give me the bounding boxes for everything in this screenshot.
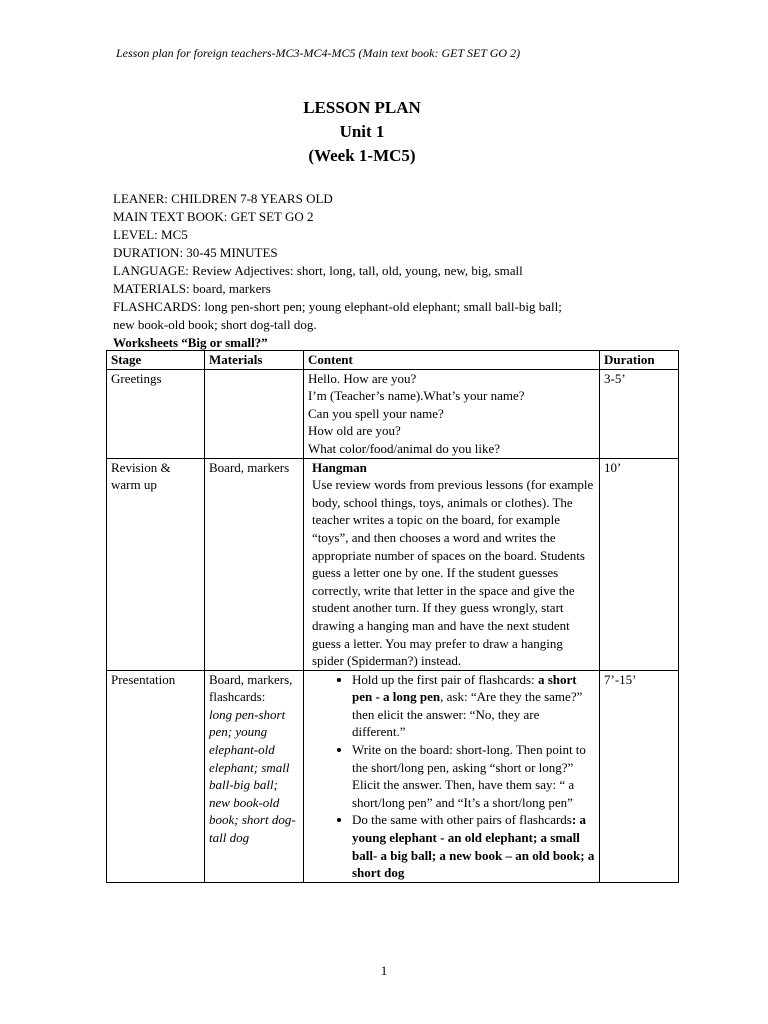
info-learner: LEANER: CHILDREN 7-8 YEARS OLD [113,191,333,206]
presentation-step-3: • Do the same with other pairs of flashcards: a young elephant - an old elephant; a small ball- a big ball; a new book – an old book; a short dog [352,811,595,881]
info-level: LEVEL: MC5 [113,227,188,242]
info-flashcards-line2: new book-old book; short dog-tall dog. [113,317,317,332]
presentation-step-1: • Hold up the first pair of flashcards: a short pen - a long pen, ask: “Are they the same?” then elicit the answer: “No, they are different.” [352,671,595,741]
greetings-line: What color/food/animal do you like? [308,440,501,456]
info-flashcards-line1: FLASHCARDS: long pen-short pen; young elephant-old elephant; small ball-big ball; [113,299,562,314]
greetings-materials [205,369,304,458]
presentation-materials-flashcards: long pen-short pen; young elephant-old elephant; small ball-big ball; new book-old book; short dog-tall dog [209,706,296,846]
title-block [292,96,432,168]
greetings-stage: Greetings [107,369,205,458]
info-duration: DURATION: 30-45 MINUTES [113,245,278,260]
greetings-content [304,369,600,458]
greetings-line: I’m (Teacher’s name).What’s your name? [308,388,525,404]
greetings-duration: 3-5’ [600,369,679,458]
revision-materials: Board, markers [205,458,304,670]
info-main-text-book: MAIN TEXT BOOK: GET SET GO 2 [113,209,314,224]
title-lesson-plan: LESSON PLAN [303,98,421,117]
info-materials: MATERIALS: board, markers [113,281,271,296]
presentation-step-2: • Write on the board: short-long. Then point to the short/long pen, asking “short or long?” Elicit the answer. Then, have them say: “ a short/long pen” and “It’s a short/long pen” [352,741,595,811]
presentation-materials-plain: Board, markers, flashcards: [209,671,293,705]
title-week: (Week 1-MC5) [308,146,416,165]
greetings-line: How old are you? [308,423,401,439]
table-row-revision [107,458,679,670]
greetings-line: Hello. How are you? [308,370,417,386]
presentation-steps [308,671,595,882]
info-worksheets: Worksheets “Big or small?” [113,335,268,350]
table-header-row [107,351,679,370]
revision-duration: 10’ [600,458,679,670]
table-row-greetings [107,369,679,458]
header-materials: Materials [205,351,304,370]
hangman-title: Hangman [312,459,367,475]
info-language: LANGUAGE: Review Adjectives: short, long, tall, old, young, new, big, small [113,263,523,278]
presentation-materials [205,670,304,882]
presentation-content [304,670,600,882]
lesson-plan-table [106,350,679,883]
title-unit: Unit 1 [339,122,385,141]
hangman-instructions: Use review words from previous lessons (for example body, school things, toys, animals or clothes). The teacher writes a topic on the board, for example “toys”, and then chooses a word and writes the appropriate number of spaces on the board. Students guess a letter one by one. If the student guesses correctly, write that letter in the space and give the student another turn. If they guess wrongly, start drawing a hanging man and have the next student guess a letter. You may prefer to draw a hanging spider (Spiderman?) instead. [312,477,594,669]
table-row-presentation [107,670,679,882]
revision-content [304,458,600,670]
revision-stage: Revision & warm up [107,458,205,670]
lesson-info [113,190,562,352]
greetings-line: Can you spell your name? [308,405,444,421]
header-content: Content [304,351,600,370]
presentation-duration: 7’-15’ [600,670,679,882]
presentation-stage: Presentation [107,670,205,882]
header-duration: Duration [600,351,679,370]
running-head: Lesson plan for foreign teachers-MC3-MC4-MC5 (Main text book: GET SET GO 2) [116,46,521,60]
header-stage: Stage [107,351,205,370]
page-number: 1 [380,963,388,978]
